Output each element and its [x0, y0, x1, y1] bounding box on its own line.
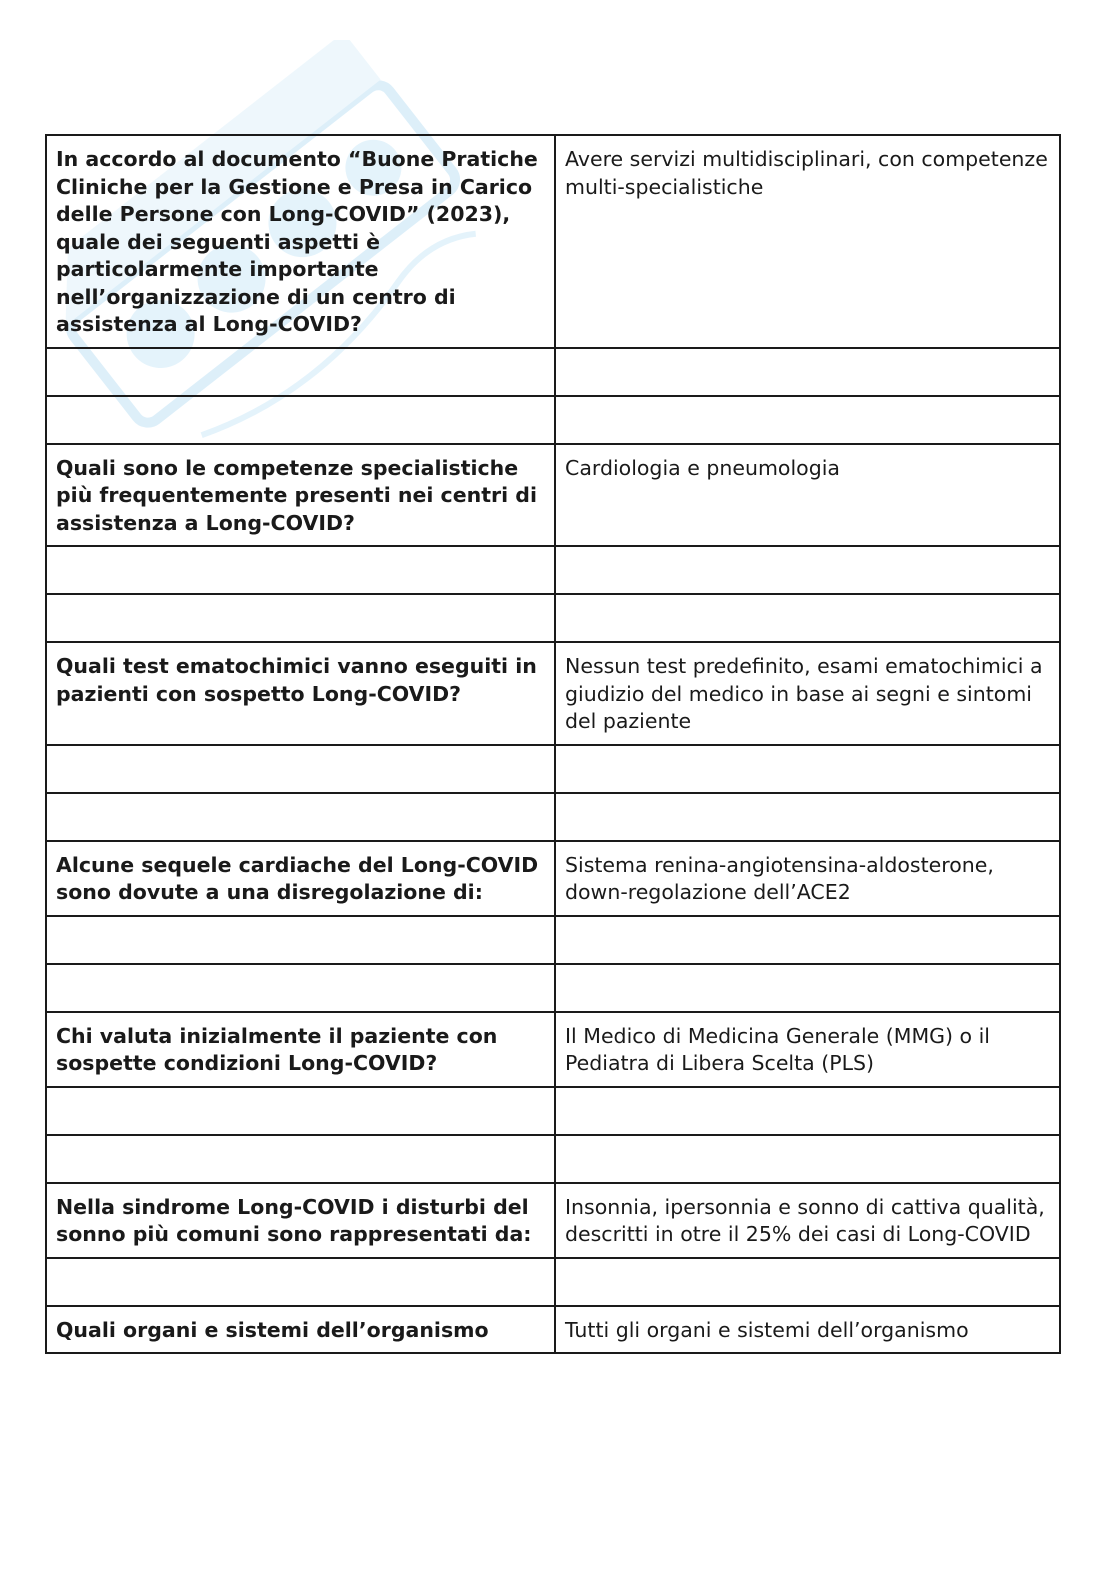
blank-row — [46, 964, 1060, 1012]
blank-cell — [46, 916, 555, 964]
blank-cell — [555, 546, 1060, 594]
qa-row — [46, 444, 1060, 547]
answer-cell: Insonnia, ipersonnia e sonno di cattiva qualità, descritti in otre il 25% dei casi di Long-COVID — [555, 1183, 1060, 1258]
blank-cell — [46, 546, 555, 594]
blank-row — [46, 348, 1060, 396]
qa-row — [46, 841, 1060, 916]
question-cell: In accordo al documento “Buone Pratiche Cliniche per la Gestione e Presa in Carico delle Persone con Long-COVID” (2023), quale dei seguenti aspetti è particolarmente importante nell’organizzazione di un centro di assistenza al Long-COVID? — [46, 135, 555, 348]
question-cell: Nella sindrome Long-COVID i disturbi del sonno più comuni sono rappresentati da: — [46, 1183, 555, 1258]
qa-row — [46, 135, 1060, 348]
blank-cell — [555, 793, 1060, 841]
blank-cell — [46, 793, 555, 841]
blank-row — [46, 1258, 1060, 1306]
blank-cell — [555, 916, 1060, 964]
qa-row — [46, 1012, 1060, 1087]
question-cell: Chi valuta inizialmente il paziente con sospette condizioni Long-COVID? — [46, 1012, 555, 1087]
blank-cell — [555, 745, 1060, 793]
question-cell: Quali sono le competenze specialistiche più frequentemente presenti nei centri di assistenza a Long-COVID? — [46, 444, 555, 547]
question-cell: Alcune sequele cardiache del Long-COVID sono dovute a una disregolazione di: — [46, 841, 555, 916]
answer-cell: Il Medico di Medicina Generale (MMG) o il Pediatra di Libera Scelta (PLS) — [555, 1012, 1060, 1087]
blank-row — [46, 546, 1060, 594]
blank-row — [46, 745, 1060, 793]
blank-cell — [46, 1258, 555, 1306]
blank-row — [46, 1135, 1060, 1183]
blank-cell — [555, 594, 1060, 642]
blank-cell — [555, 1135, 1060, 1183]
qa-row — [46, 1183, 1060, 1258]
blank-cell — [46, 1135, 555, 1183]
blank-cell — [46, 964, 555, 1012]
question-cell: Quali organi e sistemi dell’organismo — [46, 1306, 555, 1354]
question-cell: Quali test ematochimici vanno eseguiti in pazienti con sospetto Long-COVID? — [46, 642, 555, 745]
blank-cell — [555, 396, 1060, 444]
blank-row — [46, 916, 1060, 964]
blank-cell — [555, 1087, 1060, 1135]
blank-row — [46, 1087, 1060, 1135]
qa-row — [46, 1306, 1060, 1354]
qa-table — [45, 134, 1061, 1354]
blank-cell — [555, 1258, 1060, 1306]
answer-cell: Cardiologia e pneumologia — [555, 444, 1060, 547]
answer-cell: Tutti gli organi e sistemi dell’organismo — [555, 1306, 1060, 1354]
blank-cell — [555, 348, 1060, 396]
blank-row — [46, 396, 1060, 444]
qa-row — [46, 642, 1060, 745]
blank-cell — [46, 594, 555, 642]
answer-cell: Sistema renina-angiotensina-aldosterone, down-regolazione dell’ACE2 — [555, 841, 1060, 916]
blank-row — [46, 594, 1060, 642]
answer-cell: Nessun test predefinito, esami ematochimici a giudizio del medico in base ai segni e sintomi del paziente — [555, 642, 1060, 745]
blank-cell — [46, 396, 555, 444]
blank-row — [46, 793, 1060, 841]
answer-cell: Avere servizi multidisciplinari, con competenze multi-specialistiche — [555, 135, 1060, 348]
blank-cell — [46, 745, 555, 793]
blank-cell — [46, 1087, 555, 1135]
blank-cell — [555, 964, 1060, 1012]
blank-cell — [46, 348, 555, 396]
